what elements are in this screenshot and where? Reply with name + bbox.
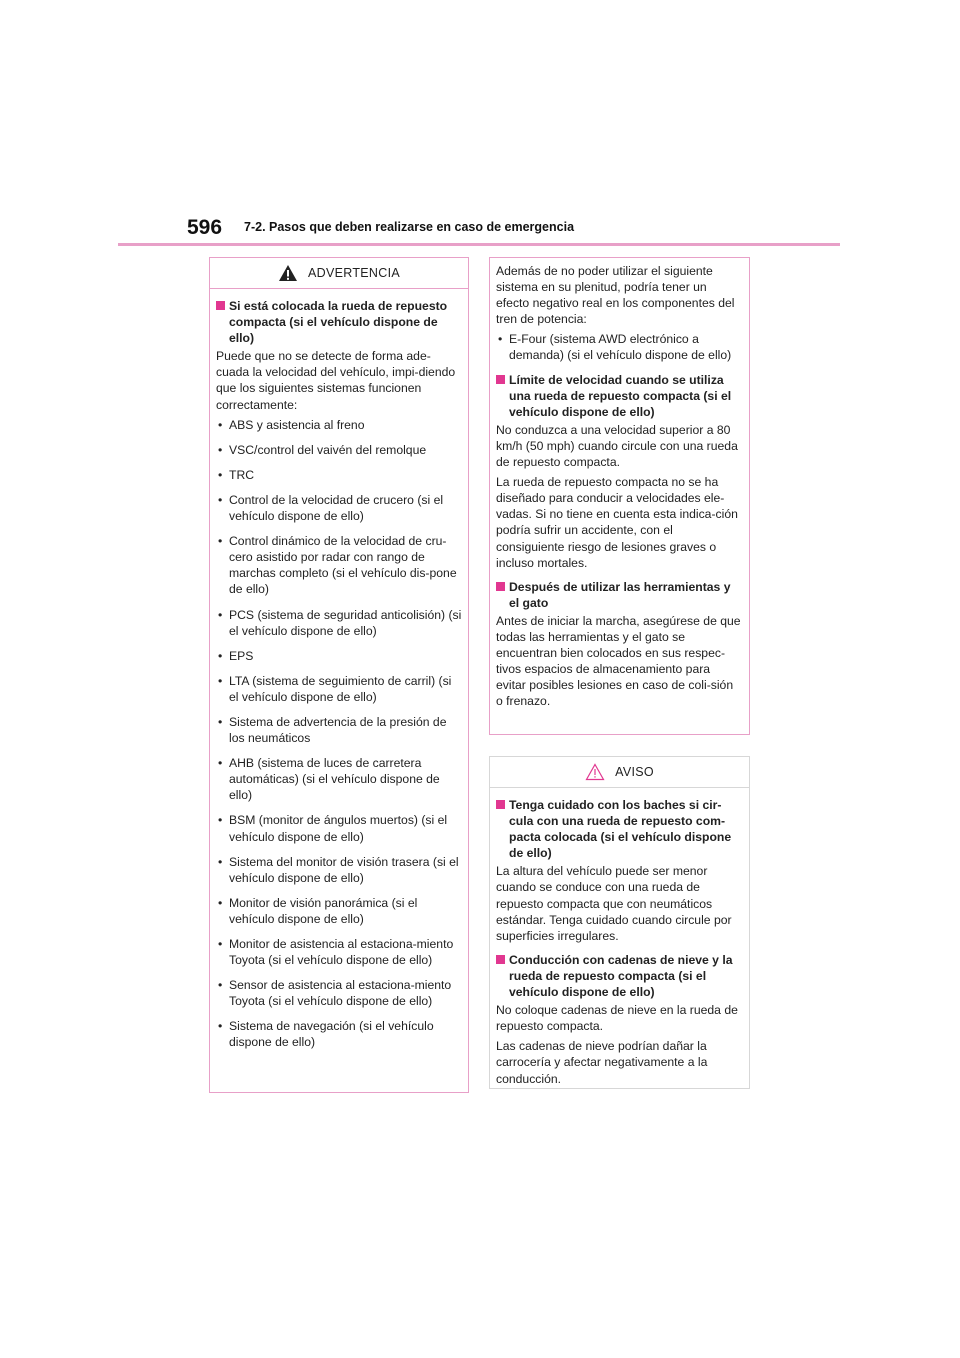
continuation-intro: Además de no poder utilizar el siguiente sistema en su plenitud, podría tener un efecto negativo real en los componentes del tren de potencia: bbox=[496, 264, 735, 327]
list-item: • TRC bbox=[216, 467, 462, 483]
list-item: • Sensor de asistencia al estaciona-miento Toyota (si el vehículo dispone de ello) bbox=[216, 977, 462, 1009]
list-item: • Sistema de navegación (si el vehículo dispone de ello) bbox=[216, 1018, 462, 1050]
list-item: • LTA (sistema de seguimiento de carril) (si el vehículo dispone de ello) bbox=[216, 673, 462, 705]
warning-header bbox=[210, 258, 468, 289]
list-item: • E-Four (sistema AWD electrónico a demanda) (si el vehículo dispone de ello) bbox=[496, 331, 743, 363]
warning-heading: Si está colocada la rueda de repuesto compacta (si el vehículo dispone de ello) bbox=[216, 298, 462, 346]
bumps-heading: Tenga cuidado con los baches si cir-cula con una rueda de repuesto com-pacta colocada (si el vehículo dispone de ello) bbox=[496, 797, 743, 861]
list-item: • Sistema de advertencia de la presión de los neumáticos bbox=[216, 714, 462, 746]
list-item: • Control de la velocidad de crucero (si el vehículo dispone de ello) bbox=[216, 492, 462, 524]
list-item: • AHB (sistema de luces de carretera automáticas) (si el vehículo dispone de ello) bbox=[216, 755, 462, 803]
warning-continuation-body bbox=[490, 258, 749, 709]
square-bullet-icon bbox=[496, 955, 505, 964]
caution-triangle-icon bbox=[585, 763, 605, 781]
warning-box bbox=[209, 257, 469, 1093]
speed-limit-heading: Límite de velocidad cuando se utiliza una rueda de repuesto compacta (si el vehículo dispone de ello) bbox=[496, 372, 743, 420]
warning-intro: Puede que no se detecte de forma ade-cuada la velocidad del vehículo, impi-diendo que los siguientes sistemas funcionen correctamente: bbox=[216, 349, 456, 412]
notice-header bbox=[490, 757, 749, 788]
section-title: 7-2. Pasos que deben realizarse en caso de emergencia bbox=[244, 220, 575, 234]
square-bullet-icon bbox=[496, 582, 505, 591]
list-item: • EPS bbox=[216, 648, 462, 664]
square-bullet-icon bbox=[216, 301, 225, 310]
warning-continuation-box bbox=[489, 257, 750, 735]
list-item: • Monitor de visión panorámica (si el vehículo dispone de ello) bbox=[216, 895, 462, 927]
snow-chains-heading: Conducción con cadenas de nieve y la rueda de repuesto compacta (si el vehículo dispone de ello) bbox=[496, 952, 743, 1000]
header-rule bbox=[118, 243, 840, 246]
page-number: 596 bbox=[187, 216, 223, 239]
warning-triangle-icon bbox=[278, 264, 298, 282]
snow-chains-paragraph: No coloque cadenas de nieve en la rueda de repuesto compacta. bbox=[496, 1003, 738, 1034]
warning-body bbox=[210, 289, 468, 1051]
snow-chains-damage-paragraph: Las cadenas de nieve podrían dañar la carrocería y afectar negativamente a la conducción. bbox=[496, 1039, 708, 1086]
square-bullet-icon bbox=[496, 375, 505, 384]
bumps-paragraph: La altura del vehículo puede ser menor cuando se conduce con una rueda de repuesto compacta que con neumáticos estándar. Tenga cuidado cuando circule por superficies irregulares. bbox=[496, 864, 732, 943]
notice-box bbox=[489, 756, 750, 1089]
list-item: • PCS (sistema de seguridad anticolisión) (si el vehículo dispone de ello) bbox=[216, 607, 462, 639]
after-tools-heading: Después de utilizar las herramientas y el gato bbox=[496, 579, 743, 611]
list-item: • ABS y asistencia al freno bbox=[216, 417, 462, 433]
notice-body bbox=[490, 788, 749, 1087]
list-item: • Monitor de asistencia al estaciona-miento Toyota (si el vehículo dispone de ello) bbox=[216, 936, 462, 968]
notice-label: AVISO bbox=[615, 764, 654, 779]
speed-limit-paragraph: No conduzca a una velocidad superior a 80 km/h (50 mph) cuando circule con una rueda de repuesto compacta. bbox=[496, 422, 738, 470]
speed-risk-paragraph: La rueda de repuesto compacta no se ha diseñado para conducir a velocidades ele-vadas. Si no tiene en cuenta esta indica-ción podría sufrir un accidente, con el consiguiente riesgo de lesiones graves o incluso mortales. bbox=[496, 475, 738, 570]
continuation-list bbox=[496, 331, 743, 363]
warning-system-list bbox=[216, 417, 462, 1051]
list-item: • Control dinámico de la velocidad de cru-cero asistido por radar con rango de marchas completo (si el vehículo dis-pone de ello) bbox=[216, 533, 462, 597]
warning-label: ADVERTENCIA bbox=[308, 265, 400, 280]
list-item: • VSC/control del vaivén del remolque bbox=[216, 442, 462, 458]
list-item: • Sistema del monitor de visión trasera (si el vehículo dispone de ello) bbox=[216, 854, 462, 886]
list-item: • BSM (monitor de ángulos muertos) (si el vehículo dispone de ello) bbox=[216, 812, 462, 844]
square-bullet-icon bbox=[496, 800, 505, 809]
after-tools-paragraph: Antes de iniciar la marcha, asegúrese de que todas las herramientas y el gato se encuentran bien colocados en sus respec-tivos espacios de almacenamiento para evitar posibles lesiones en caso de coli-sión o frenazo. bbox=[496, 613, 741, 709]
